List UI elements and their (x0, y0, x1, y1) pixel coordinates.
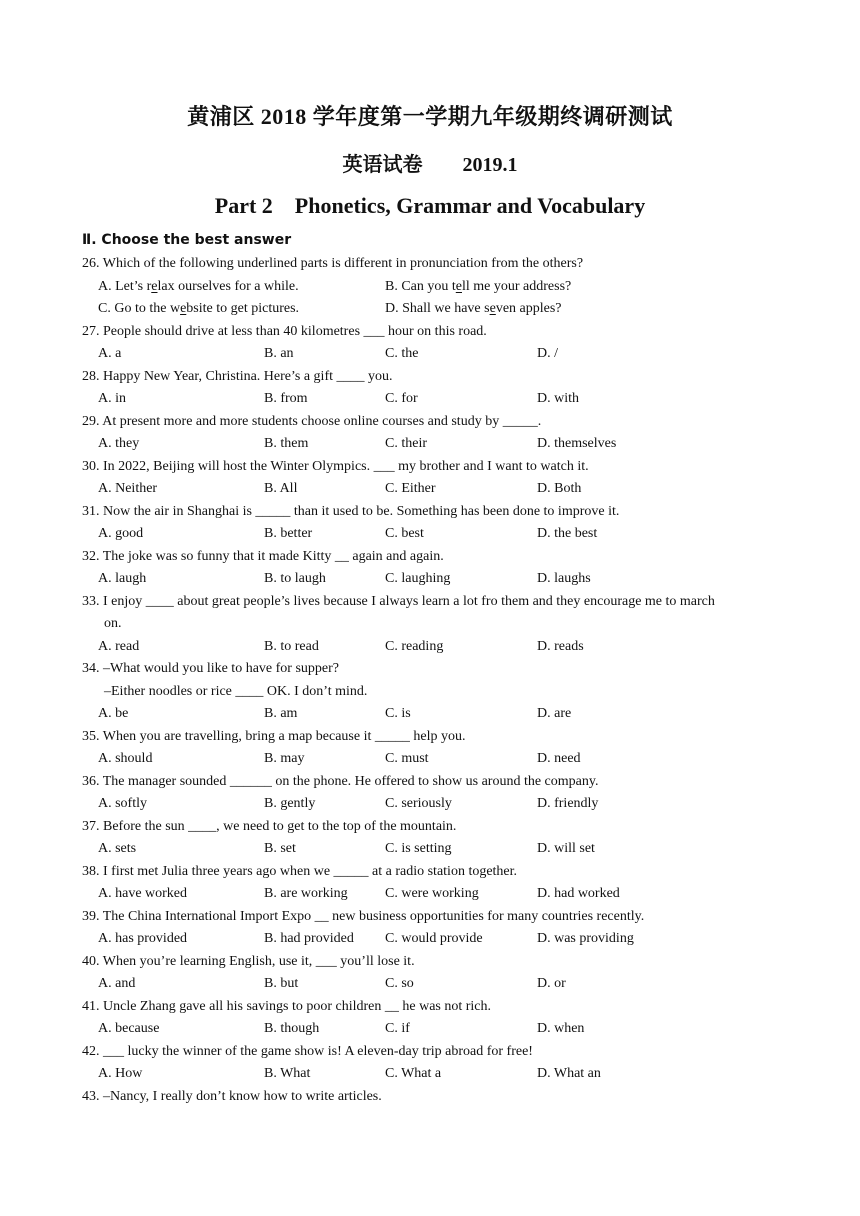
options-row (82, 748, 792, 771)
option-c: C. must (385, 751, 429, 766)
option-a: A. sets (98, 841, 137, 856)
option-b: B. All (264, 481, 298, 496)
option-a: A. they (98, 436, 140, 451)
exam-subtitle (0, 148, 860, 177)
question-stem: 26. Which of the following underlined parts is different in pronunciation from the others? (82, 256, 584, 271)
option-c: C. What a (385, 1066, 442, 1081)
question-stem: 36. The manager sounded ______ on the phone. He offered to show us around the company. (82, 773, 599, 789)
question-stem: 38. I first met Julia three years ago when we _____ at a radio station together. (82, 863, 518, 879)
subtitle-text: 英语试卷 (342, 154, 423, 176)
option-d: D. friendly (537, 796, 599, 811)
question-list (82, 253, 792, 1108)
question-items (82, 321, 792, 1086)
option-a: A. has provided (98, 931, 188, 946)
options-row (82, 388, 792, 411)
options-row (82, 343, 792, 366)
option-c: C. if (385, 1021, 410, 1036)
question-stem: 37. Before the sun ____, we need to get to the top of the mountain. (82, 818, 457, 834)
options-row (82, 793, 792, 816)
option-b: B. Can you tell me your address? (385, 278, 572, 294)
option-d: D. Shall we have seven apples? (385, 301, 562, 316)
option-a: A. How (98, 1066, 143, 1081)
options-row (82, 433, 792, 456)
options-row (82, 928, 792, 951)
options-row (82, 838, 792, 861)
option-c: C. their (385, 436, 427, 451)
option-d: D. with (537, 391, 579, 406)
options-row (82, 523, 792, 546)
option-c: C. for (385, 391, 418, 406)
option-a: A. softly (98, 796, 147, 811)
option-b: B. gently (264, 796, 316, 811)
question-stem: 29. At present more and more students choose online courses and study by _____. (82, 413, 542, 429)
option-d: D. will set (537, 841, 595, 856)
option-a: A. be (98, 706, 129, 721)
options-row (82, 973, 792, 996)
option-a: A. should (98, 751, 153, 766)
options-row (82, 1063, 792, 1086)
option-c: C. is (385, 706, 411, 721)
option-b: B. but (264, 976, 299, 991)
option-c: C. laughing (385, 571, 451, 586)
option-b: B. had provided (264, 931, 354, 946)
options-row (82, 298, 792, 321)
question-stem: 42. ___ lucky the winner of the game show is! A eleven-day trip abroad for free! (82, 1043, 533, 1059)
option-c: C. so (385, 976, 414, 991)
option-d: D. had worked (537, 886, 620, 901)
section-heading: Ⅱ. Choose the best answer (82, 232, 292, 248)
option-d: D. What an (537, 1066, 601, 1081)
question-stem-continued: –Either noodles or rice ____ OK. I don’t mind. (104, 683, 368, 699)
question-stem: 35. When you are travelling, bring a map because it _____ help you. (82, 728, 466, 744)
option-a: A. in (98, 391, 126, 406)
option-b: B. an (264, 346, 294, 361)
question-stem: 27. People should drive at less than 40 kilometres ___ hour on this road. (82, 323, 487, 339)
question-stem: 32. The joke was so funny that it made Kitty __ again and again. (82, 548, 444, 564)
option-b: B. though (264, 1021, 320, 1036)
question-stem: 39. The China International Import Expo __ new business opportunities for many countries recently. (82, 908, 645, 924)
option-c: C. would provide (385, 931, 483, 946)
option-d: D. / (537, 346, 558, 361)
option-b: B. are working (264, 886, 348, 901)
option-d: D. need (537, 751, 581, 766)
option-c: C. were working (385, 886, 479, 901)
option-c: C. best (385, 526, 424, 541)
option-a: A. laugh (98, 571, 147, 586)
option-b: B. am (264, 706, 298, 721)
option-c: C. Either (385, 481, 436, 496)
option-d: D. the best (537, 526, 598, 541)
option-b: B. to read (264, 638, 319, 654)
option-d: D. themselves (537, 436, 617, 451)
question-stem: 40. When you’re learning English, use it, ___ you’ll lose it. (82, 953, 415, 969)
option-c: C. the (385, 346, 419, 361)
option-a: A. good (98, 526, 144, 541)
option-d: D. reads (537, 638, 584, 654)
option-c: C. reading (385, 638, 444, 654)
option-b: B. set (264, 841, 296, 856)
option-a: A. Neither (98, 481, 158, 496)
option-b: B. What (264, 1066, 311, 1081)
question-stem: 43. –Nancy, I really don’t know how to write articles. (82, 1088, 382, 1104)
option-a: A. have worked (98, 886, 188, 901)
option-d: D. when (537, 1021, 585, 1036)
option-a: A. read (98, 638, 140, 654)
option-c: C. Go to the website to get pictures. (98, 301, 300, 316)
question-stem: 34. –What would you like to have for supper? (82, 661, 339, 676)
question-stem: 41. Uncle Zhang gave all his savings to poor children __ he was not rich. (82, 998, 492, 1014)
options-row (82, 568, 792, 591)
exam-date: 2019.1 (462, 154, 518, 176)
question-stem: 33. I enjoy ____ about great people’s lives because I always learn a lot fro them and they encourage me to march (82, 593, 715, 609)
option-b: B. them (264, 436, 309, 451)
option-a: A. and (98, 976, 136, 991)
option-c: C. seriously (385, 796, 452, 811)
option-a: A. a (98, 346, 122, 361)
exam-title: 黄浦区 2018 学年度第一学期九年级期终调研测试 (187, 104, 673, 129)
option-c: C. is setting (385, 841, 452, 856)
question-stem: 28. Happy New Year, Christina. Here’s a gift ____ you. (82, 368, 393, 384)
options-row (82, 478, 792, 501)
question-stem-continued: on. (104, 616, 122, 631)
option-a: A. because (98, 1021, 160, 1036)
question-stem: 30. In 2022, Beijing will host the Winter Olympics. ___ my brother and I want to watch it. (82, 458, 589, 474)
options-row (82, 883, 792, 906)
option-d: D. or (537, 976, 566, 991)
options-row (82, 1018, 792, 1041)
option-d: D. Both (537, 481, 582, 496)
option-b: B. may (264, 751, 305, 766)
options-row (82, 636, 792, 659)
option-b: B. from (264, 391, 308, 406)
option-a: A. Let’s relax ourselves for a while. (98, 278, 299, 294)
question-stem: 31. Now the air in Shanghai is _____ than it used to be. Something has been done to improve it. (82, 503, 620, 519)
option-d: D. was providing (537, 931, 634, 946)
part-heading: Part 2 Phonetics, Grammar and Vocabulary (214, 193, 646, 218)
option-d: D. are (537, 706, 572, 721)
options-row (82, 276, 792, 299)
option-b: B. to laugh (264, 571, 326, 586)
option-d: D. laughs (537, 571, 591, 586)
options-row (82, 703, 792, 726)
option-b: B. better (264, 526, 313, 541)
